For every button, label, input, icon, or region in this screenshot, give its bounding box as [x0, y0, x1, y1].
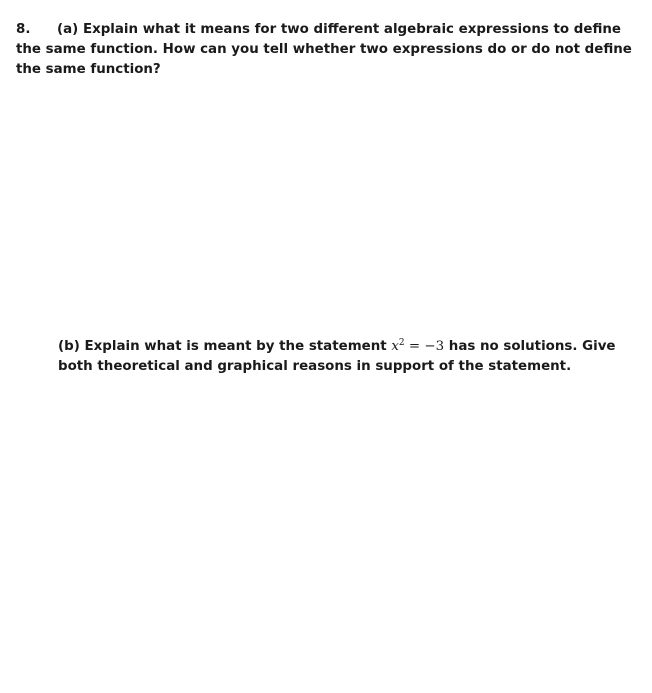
question-number: 8. [16, 22, 31, 37]
question-8-part-b [58, 337, 638, 377]
part-b-tail: has no solutions. Give both theoretical and graphical reasons in support of the statement. [58, 339, 616, 374]
part-b-lead: (b) Explain what is meant by the statement [58, 339, 392, 354]
question-8-part-a [16, 20, 638, 80]
equation-exponent: 2 [398, 338, 405, 348]
equation-rhs: = −3 [404, 339, 445, 354]
equation-variable: x [391, 339, 399, 354]
part-a-text: (a) Explain what it means for two different algebraic expressions to define the same function. How can you tell whether two expressions do or do not define the same function? [16, 22, 632, 77]
